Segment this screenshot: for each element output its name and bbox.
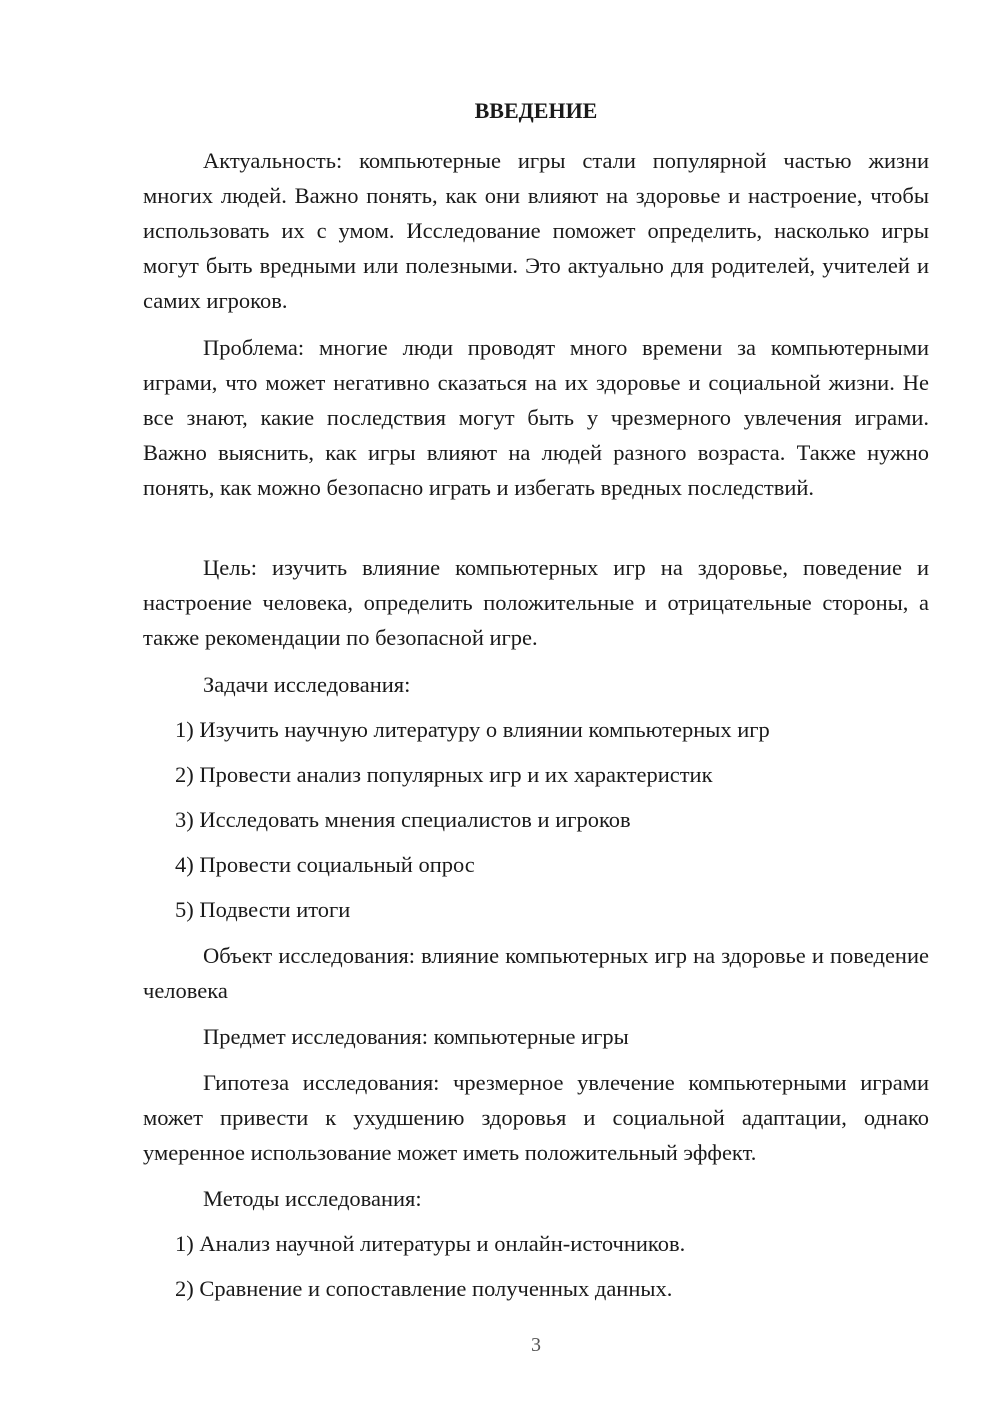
object-paragraph: Объект исследования: влияние компьютерных игр на здоровье и поведение человека bbox=[143, 943, 929, 1003]
subject-paragraph: Предмет исследования: компьютерные игры bbox=[203, 1024, 629, 1049]
task-item: 3) Исследовать мнения специалистов и игроков bbox=[175, 807, 631, 832]
method-item: 2) Сравнение и сопоставление полученных данных. bbox=[175, 1276, 673, 1301]
problem-paragraph: Проблема: многие люди проводят много времени за компьютерными играми, что может негативно сказаться на их здоровье и социальной жизни. Не все знают, какие последствия могут быть у чрезмерного увлечения играми. Важно выяснить, как игры влияют на людей разного возраста. Также нужно понять, как можно безопасно играть и избегать вредных последствий. bbox=[143, 335, 929, 500]
task-item: 2) Провести анализ популярных игр и их характеристик bbox=[175, 762, 713, 787]
goal-paragraph: Цель: изучить влияние компьютерных игр на здоровье, поведение и настроение человека, определить положительные и отрицательные стороны, а также рекомендации по безопасной игре. bbox=[143, 555, 929, 650]
task-item: 4) Провести социальный опрос bbox=[175, 852, 475, 877]
tasks-heading: Задачи исследования: bbox=[203, 672, 411, 697]
relevance-paragraph: Актуальность: компьютерные игры стали популярной частью жизни многих людей. Важно понять, как они влияют на здоровье и настроение, чтобы использовать их с умом. Исследование поможет определить, насколько игры могут быть вредными или полезными. Это актуально для родителей, учителей и самих игроков. bbox=[143, 148, 929, 313]
hypothesis-paragraph: Гипотеза исследования: чрезмерное увлечение компьютерными играми может привести к ухудшению здоровья и социальной адаптации, однако умеренное использование может иметь положительный эффект. bbox=[143, 1070, 929, 1165]
task-item: 5) Подвести итоги bbox=[175, 897, 351, 922]
method-item: 1) Анализ научной литературы и онлайн-источников. bbox=[175, 1231, 686, 1256]
task-item: 1) Изучить научную литературу о влиянии компьютерных игр bbox=[175, 717, 770, 742]
methods-heading: Методы исследования: bbox=[203, 1186, 422, 1211]
page-number: 3 bbox=[531, 1334, 541, 1356]
page-title: ВВЕДЕНИЕ bbox=[474, 98, 598, 123]
